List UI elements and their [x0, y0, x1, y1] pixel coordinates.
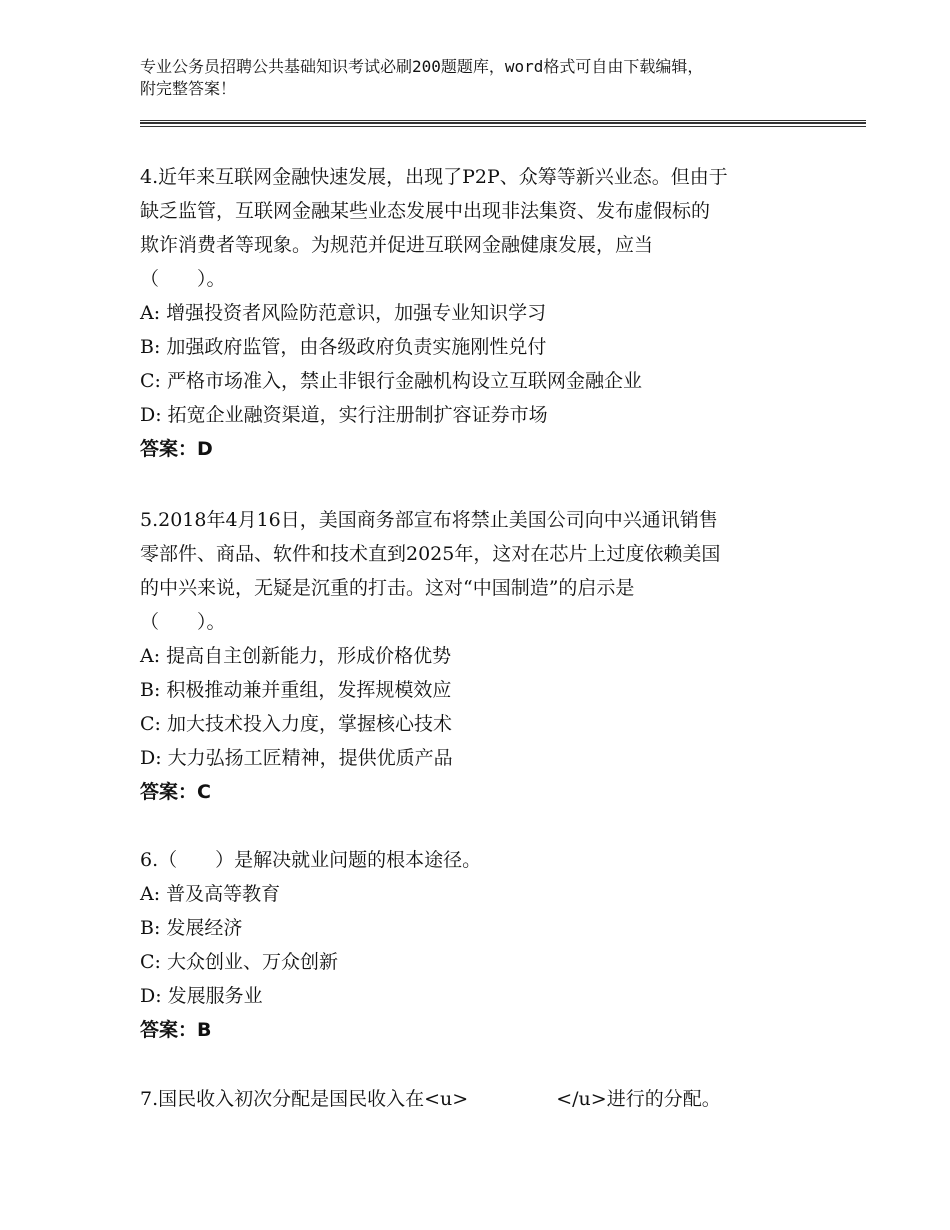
- answer: 答案：B: [140, 1019, 212, 1041]
- answer: 答案：C: [140, 781, 211, 803]
- option-d: D: 拓宽企业融资渠道，实行注册制扩容证券市场: [140, 404, 548, 426]
- question-stem-line: 缺乏监管，互联网金融某些业态发展中出现非法集资、发布虚假标的: [140, 200, 711, 222]
- question-stem-line: （ ）。: [140, 611, 226, 633]
- option-a: A: 提高自主创新能力，形成价格优势: [140, 645, 452, 667]
- page-header: [140, 56, 840, 100]
- question-4: [140, 160, 840, 466]
- option-c: C: 严格市场准入，禁止非银行金融机构设立互联网金融企业: [140, 370, 642, 392]
- option-a: A: 普及高等教育: [140, 883, 281, 905]
- question-stem-line: 欺诈消费者等现象。为规范并促进互联网金融健康发展，应当: [140, 234, 654, 256]
- header-line-1: 专业公务员招聘公共基础知识考试必刷200题题库，word格式可自由下载编辑，: [140, 57, 704, 76]
- question-stem-line: 4.近年来互联网金融快速发展，出现了P2P、众筹等新兴业态。但由于: [140, 166, 728, 188]
- option-a: A: 增强投资者风险防范意识，加强专业知识学习: [140, 302, 547, 324]
- question-stem-line: 零部件、商品、软件和技术直到2025年，这对在芯片上过度依赖美国: [140, 543, 721, 565]
- header-divider: [140, 122, 866, 124]
- option-b: B: 加强政府监管，由各级政府负责实施刚性兑付: [140, 336, 547, 358]
- option-b: B: 积极推动兼并重组，发挥规模效应: [140, 679, 452, 701]
- question-5: [140, 503, 840, 809]
- option-b: B: 发展经济: [140, 917, 243, 939]
- option-d: D: 发展服务业: [140, 985, 263, 1007]
- stem-text-after: </u>进行的分配。: [556, 1088, 721, 1110]
- question-stem-line: 6.（ ）是解决就业问题的根本途径。: [140, 849, 482, 871]
- answer: 答案：D: [140, 438, 213, 460]
- question-7: [140, 1082, 840, 1116]
- question-stem-line: 的中兴来说，无疑是沉重的打击。这对“中国制造”的启示是: [140, 577, 635, 599]
- header-divider: [140, 126, 866, 127]
- header-line-2: 附完整答案！: [140, 79, 237, 98]
- option-d: D: 大力弘扬工匠精神，提供优质产品: [140, 747, 453, 769]
- question-6: [140, 843, 840, 1047]
- option-c: C: 加大技术投入力度，掌握核心技术: [140, 713, 452, 735]
- question-stem-line: [140, 1082, 840, 1116]
- question-stem-line: 5.2018年4月16日，美国商务部宣布将禁止美国公司向中兴通讯销售: [140, 509, 718, 531]
- option-c: C: 大众创业、万众创新: [140, 951, 338, 973]
- stem-text-before: 7.国民收入初次分配是国民收入在<u>: [140, 1088, 469, 1110]
- question-stem-line: （ ）。: [140, 268, 226, 290]
- header-divider: [140, 120, 866, 121]
